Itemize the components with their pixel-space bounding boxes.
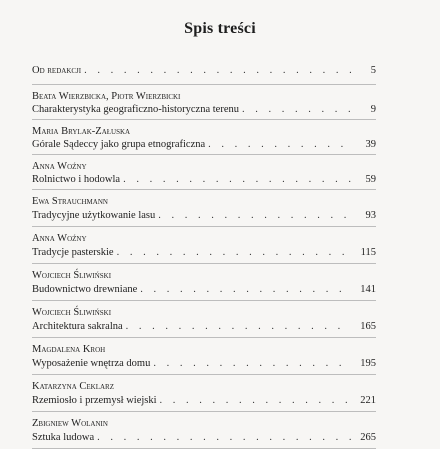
toc-entry[interactable]: [32, 58, 376, 85]
leader-dots: [208, 138, 351, 151]
leader-dots: [126, 320, 351, 333]
page-title: Spis treści: [184, 20, 256, 37]
entry-title: Charakterystyka geograficzno-historyczna terenu: [32, 104, 239, 115]
entry-page-number: 115: [360, 247, 376, 258]
entry-page-number: 221: [360, 395, 376, 406]
leader-dots: [97, 431, 351, 444]
entry-author: Anna Woźny: [32, 161, 87, 172]
entry-page-number: 141: [360, 284, 376, 295]
entry-author: Wojciech Śliwiński: [32, 270, 112, 281]
entry-author: Wojciech Śliwiński: [32, 307, 112, 318]
entry-page-number: 265: [360, 432, 376, 443]
entry-page-number: 9: [370, 104, 376, 115]
leader-dots: [123, 173, 351, 186]
entry-title: Wyposażenie wnętrza domu: [32, 358, 151, 369]
entry-title: Tradycje pasterskie: [32, 247, 114, 258]
entry-title: Sztuka ludowa: [32, 432, 95, 443]
leader-dots: [117, 246, 351, 259]
leader-dots: [242, 103, 351, 116]
toc-entry[interactable]: [32, 190, 376, 227]
entry-title: Górale Sądeccy jako grupa etnograficzna: [32, 139, 206, 150]
entry-page-number: 93: [365, 210, 376, 221]
toc-entry[interactable]: [32, 120, 376, 155]
entry-title: Rzemiosło i przemysł wiejski: [32, 395, 157, 406]
entry-page-number: 195: [360, 358, 376, 369]
entry-title: Budownictwo drewniane: [32, 284, 138, 295]
leader-dots: [160, 394, 351, 407]
entry-page-number: 59: [365, 174, 376, 185]
entry-title: Rolnictwo i hodowla: [32, 174, 121, 185]
leader-dots: [153, 357, 351, 370]
leader-dots: [84, 64, 351, 77]
table-of-contents: [32, 58, 376, 449]
entry-title: Tradycyjne użytkowanie lasu: [32, 210, 156, 221]
entry-author: Maria Brylak-Załuska: [32, 126, 131, 137]
toc-entry[interactable]: [32, 375, 376, 412]
toc-entry[interactable]: [32, 412, 376, 449]
leader-dots: [140, 283, 351, 296]
entry-page-number: 39: [365, 139, 376, 150]
toc-entry[interactable]: [32, 155, 376, 190]
toc-entry[interactable]: [32, 264, 376, 301]
toc-entry[interactable]: [32, 301, 376, 338]
entry-author: Ewa Strauchmann: [32, 196, 108, 207]
toc-entry[interactable]: [32, 227, 376, 264]
entry-author: Magdalena Kroh: [32, 344, 106, 355]
entry-page-number: 5: [370, 65, 376, 76]
entry-author: Anna Woźny: [32, 233, 87, 244]
toc-entry[interactable]: [32, 85, 376, 120]
entry-page-number: 165: [360, 321, 376, 332]
entry-author: Beata Wierzbicka, Piotr Wierzbicki: [32, 91, 181, 102]
entry-title: Od redakcji: [32, 65, 82, 76]
entry-author: Katarzyna Ceklarz: [32, 381, 114, 392]
entry-author: Zbigniew Wolanin: [32, 418, 108, 429]
entry-title: Architektura sakralna: [32, 321, 123, 332]
leader-dots: [158, 209, 351, 222]
toc-entry[interactable]: [32, 338, 376, 375]
